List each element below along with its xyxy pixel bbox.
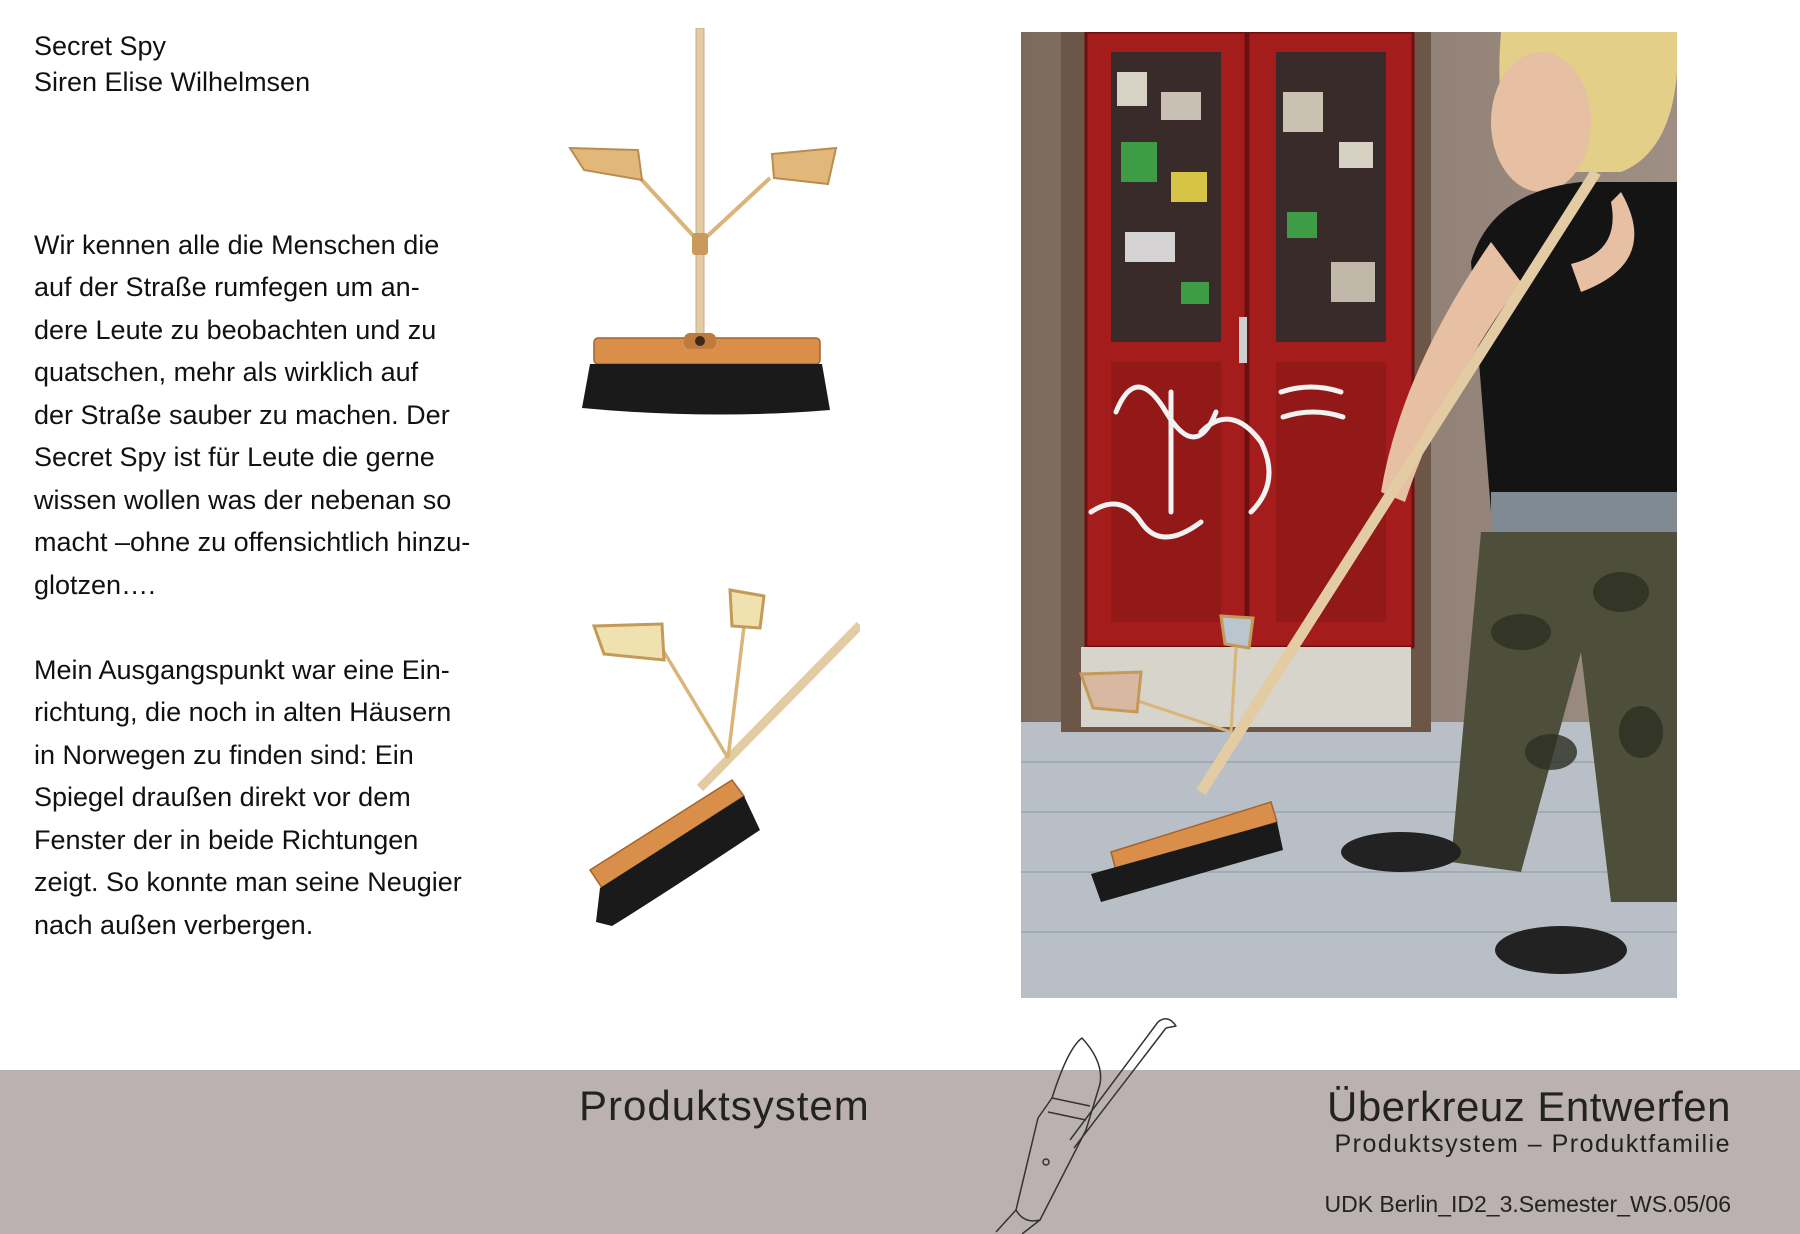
scene-photo xyxy=(1021,32,1677,998)
product-photo-front xyxy=(560,28,860,448)
product-photo-angled xyxy=(560,530,860,950)
broom-front-illustration xyxy=(560,28,860,448)
street-scene-illustration xyxy=(1021,32,1677,998)
header xyxy=(34,28,310,100)
footer-section-label: Produktsystem xyxy=(579,1082,870,1129)
description xyxy=(34,181,539,989)
broom-angled-illustration xyxy=(560,530,860,950)
description-paragraph-2: Mein Ausgangspunkt war eine Ein- richtung, die noch in alten Häusern in Norwegen zu finden sind: Ein Spiegel draußen direkt vor dem Fenster der in beide Richtungen zeigt. So konnte man seine Neugier nach außen verbergen. xyxy=(34,654,462,940)
footer-course-info: UDK Berlin_ID2_3.Semester_WS.05/06 xyxy=(1324,1191,1731,1217)
footer-title: Überkreuz Entwerfen xyxy=(1326,1083,1731,1130)
footer-subtitle: Produktsystem – Produktfamilie xyxy=(1334,1130,1731,1158)
broom-sketch-icon xyxy=(990,1010,1190,1234)
author-name: Siren Elise Wilhelmsen xyxy=(34,67,311,97)
project-title: Secret Spy xyxy=(34,31,167,61)
description-paragraph-1: Wir kennen alle die Menschen die auf der Straße rumfegen um an- dere Leute zu beobachten und zu quatschen, mehr als wirklich auf der Straße sauber zu machen. Der Secret Spy ist für Leute die gerne wissen wollen was der nebenan so macht –ohne zu offensichtlich hinzu- glotzen…. xyxy=(34,229,471,600)
